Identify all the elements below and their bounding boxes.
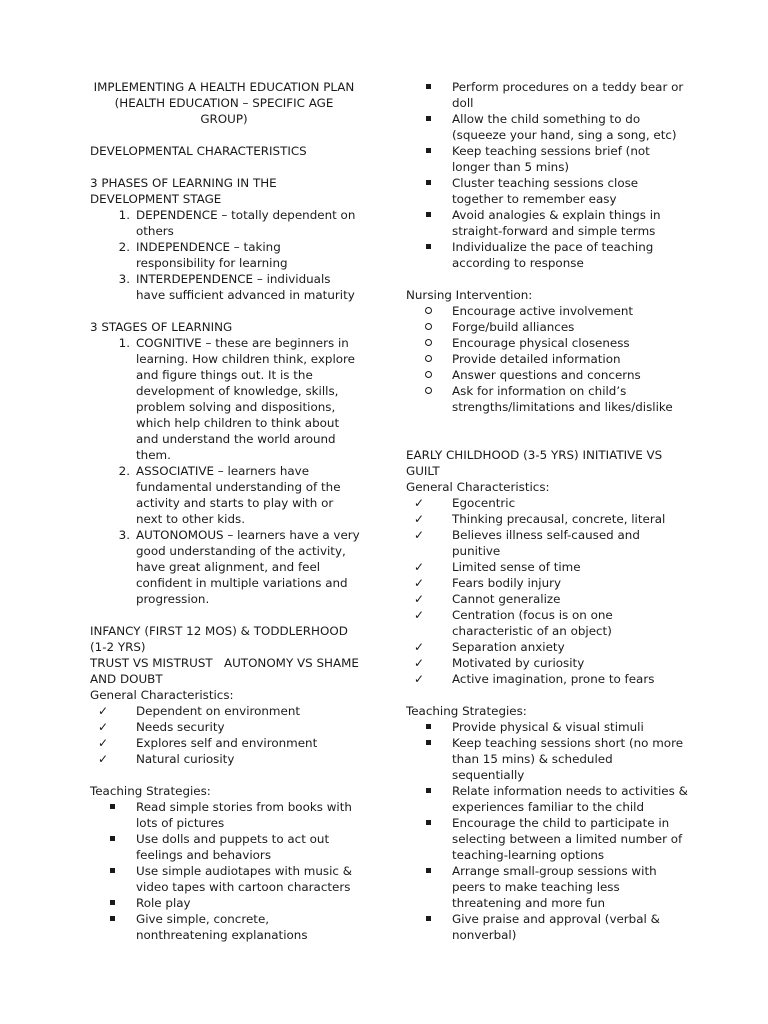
list-item: ✓ Centration (focus is on one characteristic of an object) [414, 608, 613, 638]
check-icon: ✓ [414, 496, 425, 510]
circle-bullet-icon [408, 351, 448, 367]
check-icon: ✓ [414, 672, 425, 686]
check-icon: ✓ [414, 656, 425, 670]
list-item: ✓ Separation anxiety [414, 640, 565, 654]
list-item: ✓ Cannot generalize [414, 592, 561, 606]
stages-heading: 3 STAGES OF LEARNING [90, 320, 233, 334]
teaching-strategies-label: Teaching Strategies: [406, 704, 527, 718]
check-icon: ✓ [414, 576, 425, 590]
circle-bullet-icon [408, 383, 448, 399]
check-icon: ✓ [98, 736, 109, 750]
nursing-intervention-label: Nursing Intervention: [406, 288, 533, 302]
left-column [90, 79, 362, 943]
list-item: Keep teaching sessions brief (not longer than 5 mins) [406, 143, 688, 175]
check-icon: ✓ [98, 752, 109, 766]
list-item: Encourage the child to participate in selecting between a limited number of teaching-learning options [406, 815, 688, 863]
square-bullet-icon [408, 911, 448, 927]
list-item: ✓ Motivated by curiosity [414, 656, 585, 670]
list-item: 1. COGNITIVE – these are beginners in learning. How children think, explore and figure things out. It is the development of knowledge, skills, problem solving and dispositions, which help children to think about and understand the world around them. [118, 336, 355, 462]
list-item: Provide physical & visual stimuli [406, 719, 688, 735]
early-general-list [406, 495, 688, 687]
list-item: Perform procedures on a teddy bear or doll [406, 79, 688, 111]
square-bullet-icon [408, 207, 448, 223]
square-bullet-icon [408, 719, 448, 735]
square-bullet-icon [408, 79, 448, 95]
square-bullet-icon [92, 799, 132, 815]
infancy-teaching-list [90, 799, 362, 943]
square-bullet-icon [408, 143, 448, 159]
list-item: Arrange small-group sessions with peers to make teaching less threatening and more fun [406, 863, 688, 911]
check-icon: ✓ [414, 592, 425, 606]
infancy-general-list [90, 703, 362, 767]
list-item: 2. ASSOCIATIVE – learners have fundamental understanding of the activity and starts to play with or next to other kids. [118, 464, 341, 526]
list-item: Individualize the pace of teaching according to response [406, 239, 688, 271]
list-item: Keep teaching sessions short (no more than 15 mins) & scheduled sequentially [406, 735, 688, 783]
general-characteristics-label: General Characteristics: [406, 480, 550, 494]
list-item: Allow the child something to do (squeeze your hand, sing a song, etc) [406, 111, 688, 143]
square-bullet-icon [92, 911, 132, 927]
list-item: 3. AUTONOMOUS – learners have a very good understanding of the activity, have great alignment, and feel confident in multiple variations and progression. [118, 528, 360, 606]
square-bullet-icon [408, 783, 448, 799]
list-item: Use simple audiotapes with music & video tapes with cartoon characters [90, 863, 362, 895]
list-item: Provide detailed information [406, 351, 688, 367]
square-bullet-icon [92, 863, 132, 879]
square-bullet-icon [408, 863, 448, 879]
list-item: ✓ Thinking precausal, concrete, literal [414, 512, 666, 526]
list-item: ✓ Dependent on environment [98, 704, 301, 718]
list-item: ✓ Explores self and environment [98, 736, 318, 750]
check-icon: ✓ [414, 528, 425, 542]
list-item: ✓ Fears bodily injury [414, 576, 562, 590]
continued-teaching-list [406, 79, 688, 271]
early-childhood-heading: EARLY CHILDHOOD (3-5 YRS) INITIATIVE VS GUILT [406, 448, 663, 478]
square-bullet-icon [408, 735, 448, 751]
list-item: ✓ Active imagination, prone to fears [414, 672, 655, 686]
teaching-strategies-label: Teaching Strategies: [90, 784, 211, 798]
list-item: ✓ Needs security [98, 720, 225, 734]
check-icon: ✓ [98, 720, 109, 734]
circle-bullet-icon [408, 303, 448, 319]
early-teaching-list [406, 719, 688, 943]
list-item: 1. DEPENDENCE – totally dependent on others [118, 208, 356, 238]
right-column [406, 79, 688, 943]
circle-bullet-icon [408, 335, 448, 351]
general-characteristics-label: General Characteristics: [90, 688, 234, 702]
phases-list [90, 207, 362, 303]
list-item: ✓ Egocentric [414, 496, 516, 510]
square-bullet-icon [408, 175, 448, 191]
phases-heading: 3 PHASES OF LEARNING IN THE DEVELOPMENT STAGE [90, 176, 277, 206]
list-item: ✓ Believes illness self-caused and punitive [414, 528, 640, 558]
circle-bullet-icon [408, 319, 448, 335]
check-icon: ✓ [414, 560, 425, 574]
stages-list [90, 335, 362, 607]
nursing-list [406, 303, 688, 415]
list-item: ✓ Limited sense of time [414, 560, 581, 574]
infancy-heading: INFANCY (FIRST 12 MOS) & TODDLERHOOD (1-2 YRS) [90, 624, 348, 654]
list-item: Avoid analogies & explain things in straight-forward and simple terms [406, 207, 688, 239]
list-item: Cluster teaching sessions close together to remember easy [406, 175, 688, 207]
list-item: Relate information needs to activities & experiences familiar to the child [406, 783, 688, 815]
list-item: Role play [90, 895, 362, 911]
check-icon: ✓ [414, 640, 425, 654]
list-item: 2. INDEPENDENCE – taking responsibility for learning [118, 240, 288, 270]
square-bullet-icon [408, 239, 448, 255]
check-icon: ✓ [414, 512, 425, 526]
developmental-characteristics-heading: DEVELOPMENTAL CHARACTERISTICS [90, 144, 307, 158]
list-item: Forge/build alliances [406, 319, 688, 335]
check-icon: ✓ [98, 704, 109, 718]
list-item: Answer questions and concerns [406, 367, 688, 383]
list-item: Give simple, concrete, nonthreatening explanations [90, 911, 362, 943]
list-item: Encourage physical closeness [406, 335, 688, 351]
list-item: Read simple stories from books with lots of pictures [90, 799, 362, 831]
list-item: Give praise and approval (verbal & nonverbal) [406, 911, 688, 943]
check-icon: ✓ [414, 608, 425, 622]
list-item: Use dolls and puppets to act out feelings and behaviors [90, 831, 362, 863]
circle-bullet-icon [408, 367, 448, 383]
list-item: 3. INTERDEPENDENCE – individuals have sufficient advanced in maturity [118, 272, 355, 302]
list-item: Encourage active involvement [406, 303, 688, 319]
square-bullet-icon [92, 895, 132, 911]
square-bullet-icon [408, 111, 448, 127]
list-item: ✓ Natural curiosity [98, 752, 235, 766]
square-bullet-icon [408, 815, 448, 831]
document-title: IMPLEMENTING A HEALTH EDUCATION PLAN (HEALTH EDUCATION – SPECIFIC AGE GROUP) [93, 80, 355, 126]
list-item: Ask for information on child’s strengths/limitations and likes/dislike [406, 383, 688, 415]
infancy-subheading: TRUST VS MISTRUST AUTONOMY VS SHAME AND DOUBT [90, 656, 363, 686]
square-bullet-icon [92, 831, 132, 847]
